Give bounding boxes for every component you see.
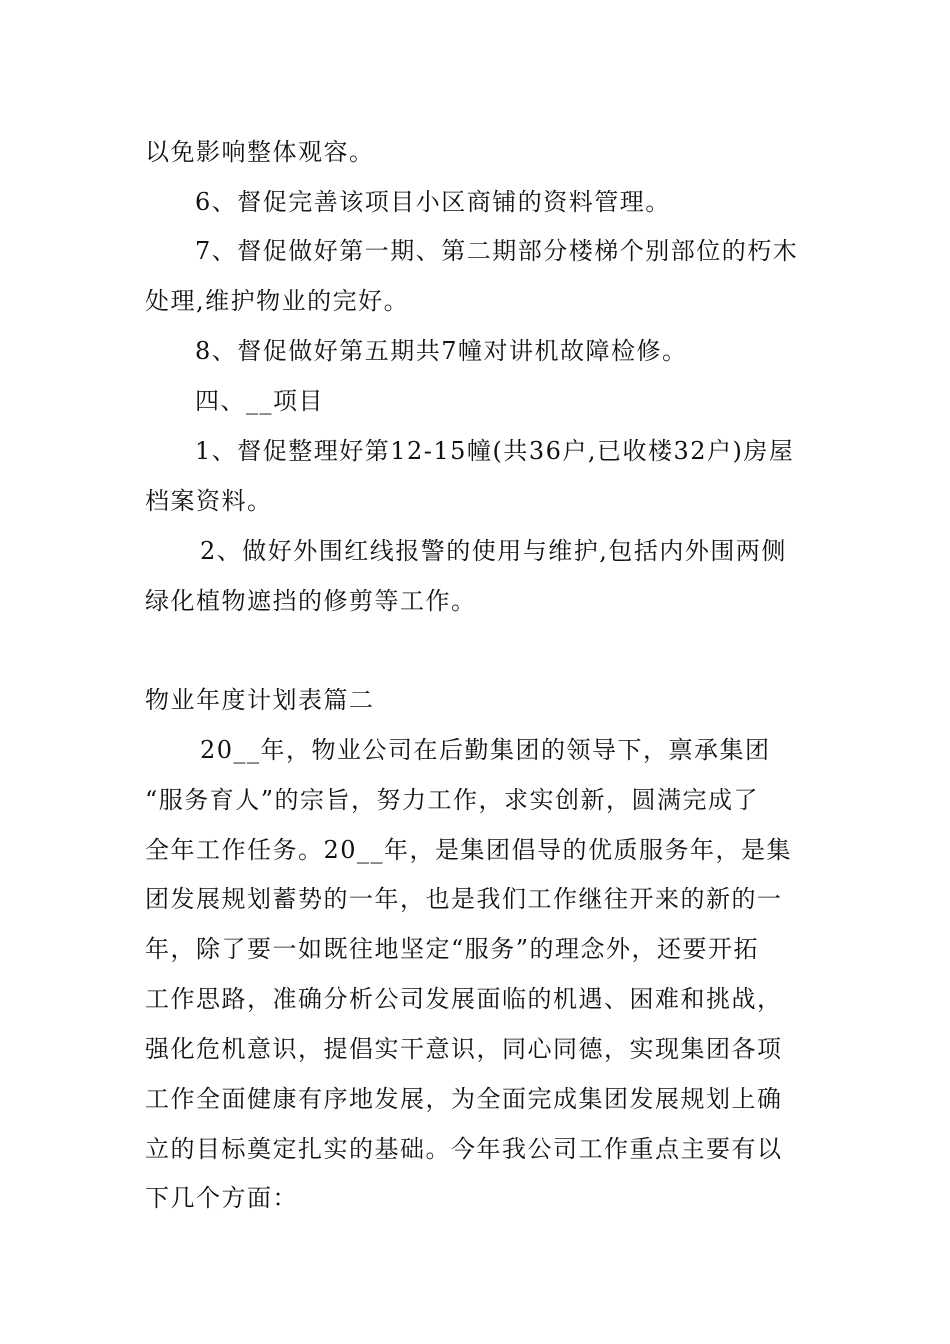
paragraph-line: 下几个方面： [145,1184,298,1212]
list-item-1: 1、督促整理好第12-15幢(共36户,已收楼32户)房屋 [195,437,795,465]
paragraph-line: 档案资料。 [145,487,273,515]
paragraph-line: 强化危机意识，提倡实干意识，同心同德，实现集团各项 [145,1035,783,1063]
paragraph-line: 全年工作任务。20__年，是集团倡导的优质服务年，是集 [145,836,793,864]
paragraph-line: 处理,维护物业的完好。 [145,287,410,315]
list-item-7: 7、督促做好第一期、第二期部分楼梯个别部位的朽木 [195,237,799,265]
paragraph-line: 20__年，物业公司在后勤集团的领导下，禀承集团 [200,736,771,764]
paragraph-line: 以免影响整体观容。 [145,138,375,166]
list-item-6: 6、督促完善该项目小区商铺的资料管理。 [195,188,671,216]
paragraph-line: 年，除了要一如既往地坚定“服务”的理念外，还要开拓 [145,935,760,963]
paragraph-line: 立的目标奠定扎实的基础。今年我公司工作重点主要有以 [145,1135,783,1163]
section-title: 物业年度计划表篇二 [145,686,375,714]
paragraph-line: 团发展规划蓄势的一年，也是我们工作继往开来的新的一 [145,885,783,913]
list-item-8: 8、督促做好第五期共7幢对讲机故障检修。 [195,337,688,365]
list-item-2: 2、做好外围红线报警的使用与维护,包括内外围两侧 [200,537,787,565]
paragraph-line: 工作思路，准确分析公司发展面临的机遇、困难和挑战， [145,985,783,1013]
paragraph-line: 工作全面健康有序地发展，为全面完成集团发展规划上确 [145,1085,783,1113]
paragraph-line: “服务育人”的宗旨，努力工作，求实创新，圆满完成了 [145,786,760,814]
paragraph-line: 绿化植物遮挡的修剪等工作。 [145,587,477,615]
section-heading-four: 四、__项目 [195,387,324,415]
